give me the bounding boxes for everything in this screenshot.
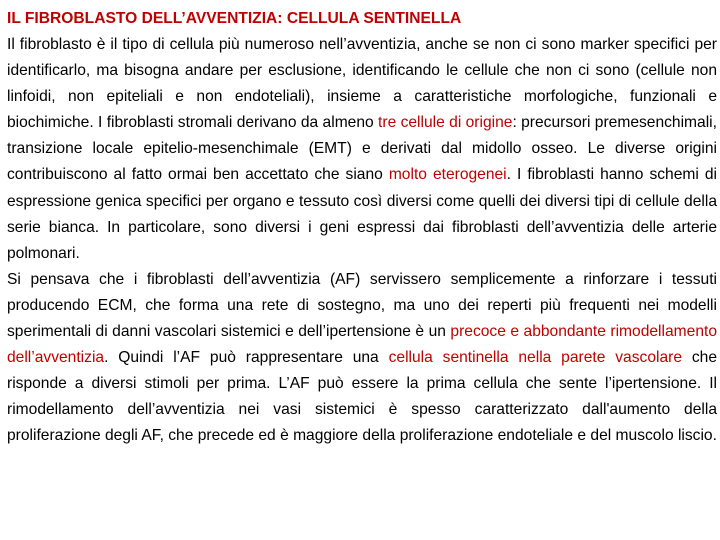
paragraph-sentinel-role: [7, 267, 717, 450]
highlighted-phrase: cellula sentinella nella parete vascolare: [388, 349, 682, 367]
highlighted-phrase: tre cellule di origine: [378, 114, 513, 132]
paragraph-text-run: Il fibroblasto è il tipo di cellula più numeroso nell’avventizia, anche se non ci sono marker specifici per identificarlo, ma bisogna andare per esclusione, identificando le cellule che non ci sono (cellule non linfoidi, non epiteliali e non endoteliali), insieme a caratteristiche morfologiche, funzionali e biochimiche. I fibroblasti stromali derivano da almeno: [7, 36, 717, 132]
highlighted-phrase: precoce e abbondante rimodellamento dell’avventizia: [7, 323, 717, 367]
paragraph-fibroblast-origin: [7, 32, 717, 267]
slide-text-body: [7, 6, 717, 450]
paragraph-text-run: Si pensava che i fibroblasti dell’avventizia (AF) servissero semplicemente a rinforzare i tessuti producendo ECM, che forma una rete di sostegno, ma uno dei reperti più frequenti nei modelli sperimentali di danni vascolari sistemici e dell’ipertensione è un: [7, 270, 717, 341]
paragraph-text-run: : precursori premesenchimali, transizione locale epitelio-mesenchimale (EMT) e derivati dal midollo osseo. Le diverse origini contribuiscono al fatto ormai ben accettato che siano: [7, 114, 717, 184]
paragraph-text-run: . I fibroblasti hanno schemi di espressione genica specifici per organo e tessuto così diversi come quelli dei diversi tipi di cellule della serie bianca. In particolare, sono diversi i geni espressi dai fibroblasti dell’avventizia delle arterie polmonari.: [7, 166, 717, 262]
slide-title: IL FIBROBLASTO DELL’AVVENTIZIA: CELLULA SENTINELLA: [7, 10, 462, 27]
paragraph-text-run: che risponde a diversi stimoli per prima. L’AF può essere la prima cellula che sente l’ipertensione. Il rimodellamento dell’avventizia nei vasi sistemici è spesso caratterizzato dall'aumento della proliferazione degli AF, che precede ed è maggiore della proliferazione endoteliale e del muscolo liscio.: [7, 349, 717, 445]
paragraph-text-run: . Quindi l’AF può rappresentare una: [104, 349, 389, 367]
highlighted-phrase: molto eterogenei: [388, 166, 507, 184]
